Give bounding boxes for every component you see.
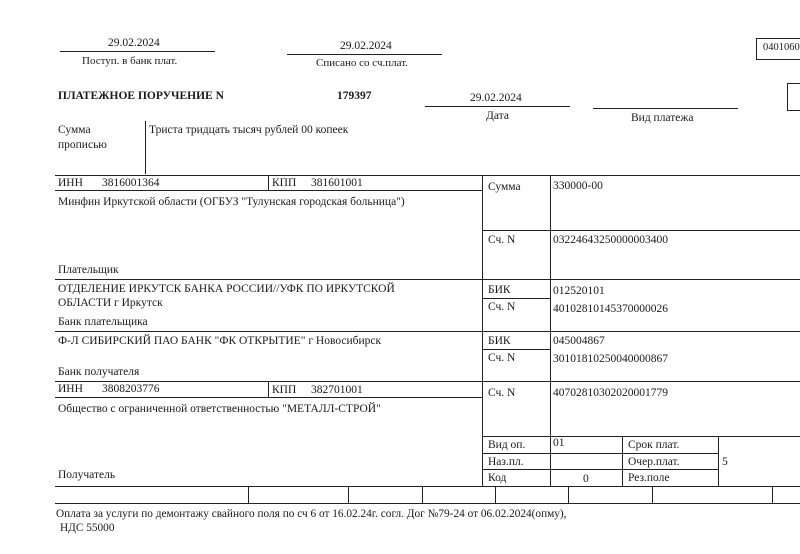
grid-line xyxy=(55,331,800,332)
grid-line xyxy=(55,279,800,280)
payment-type-label: Вид платежа xyxy=(631,112,694,124)
amount-words-label-2: прописью xyxy=(58,139,107,151)
payment-purpose-line-2: НДС 55000 xyxy=(60,522,115,534)
amount-label: Сумма xyxy=(488,181,521,193)
payer-kpp-label: КПП xyxy=(272,177,297,189)
payer-bank-name-2: ОБЛАСТИ г Иркутск xyxy=(58,297,163,309)
grid-line xyxy=(268,381,269,397)
payer-inn: 3816001364 xyxy=(102,177,160,189)
payer-account-label: Сч. N xyxy=(488,234,516,246)
payee-account-label: Сч. N xyxy=(488,387,516,399)
payee-account: 40702810302020001779 xyxy=(553,387,668,399)
payee-kpp: 382701001 xyxy=(311,384,363,396)
amount-words-divider xyxy=(145,121,146,174)
grid-line xyxy=(622,436,623,486)
payer-name: Минфин Иркутской области (ОГБУЗ "Тулунская городская больница") xyxy=(58,196,405,208)
payer-kpp: 381601001 xyxy=(311,177,363,189)
payment-type-box xyxy=(787,83,800,111)
order-label: Очер.плат. xyxy=(628,456,680,468)
payment-type-underline xyxy=(593,108,738,109)
grid-line xyxy=(652,486,653,503)
payee-inn: 3808203776 xyxy=(102,383,160,395)
grid-line xyxy=(482,298,550,299)
grid-line xyxy=(55,486,800,487)
grid-line xyxy=(348,486,349,503)
grid-line xyxy=(422,486,423,503)
grid-line xyxy=(482,436,800,437)
payee-bank-label: Банк получателя xyxy=(58,366,140,378)
payee-bank-bik-label: БИК xyxy=(488,335,511,347)
reserve-label: Рез.поле xyxy=(628,472,670,484)
received-date-underline xyxy=(60,51,215,52)
grid-line xyxy=(55,381,800,382)
payer-bank-bik-label: БИК xyxy=(488,284,511,296)
purpose-code-label: Наз.пл. xyxy=(488,456,524,468)
grid-line xyxy=(55,397,482,398)
debited-date-label: Списано со сч.плат. xyxy=(316,57,408,69)
payer-account: 03224643250000003400 xyxy=(553,234,668,246)
payer-bank-bik: 012520101 xyxy=(553,285,605,297)
payee-label: Получатель xyxy=(58,469,116,481)
grid-line xyxy=(55,503,800,504)
payer-bank-label: Банк плательщика xyxy=(58,316,148,328)
document-date-underline xyxy=(425,106,570,107)
payee-bank-bik: 045004867 xyxy=(553,335,605,347)
grid-line xyxy=(55,175,800,176)
grid-line xyxy=(482,230,800,231)
payer-bank-name-1: ОТДЕЛЕНИЕ ИРКУТСК БАНКА РОССИИ//УФК ПО ИРКУТСКОЙ xyxy=(58,283,395,295)
term-label: Срок плат. xyxy=(628,439,680,451)
grid-line xyxy=(482,453,718,454)
payee-bank-account-label: Сч. N xyxy=(488,352,516,364)
grid-line xyxy=(268,175,269,190)
payer-label: Плательщик xyxy=(58,264,119,276)
payer-bank-account: 40102810145370000026 xyxy=(553,303,668,315)
document-date-label: Дата xyxy=(486,110,509,122)
code-value: 0 xyxy=(583,473,589,485)
received-date: 29.02.2024 xyxy=(108,37,160,49)
grid-line xyxy=(482,175,483,486)
amount-words-label-1: Сумма xyxy=(58,124,91,136)
debited-date: 29.02.2024 xyxy=(340,40,392,52)
document-number: 179397 xyxy=(337,90,372,102)
grid-line xyxy=(772,486,773,503)
document-date: 29.02.2024 xyxy=(470,92,522,104)
order-value: 5 xyxy=(722,456,728,468)
grid-line xyxy=(550,175,551,486)
payer-bank-account-label: Сч. N xyxy=(488,301,516,313)
grid-line xyxy=(495,486,496,503)
grid-line xyxy=(568,486,569,503)
amount-words-value: Триста тридцать тысяч рублей 00 копеек xyxy=(149,124,349,136)
form-code: 0401060 xyxy=(763,42,800,53)
payee-bank-account: 30101810250040000867 xyxy=(553,353,668,365)
received-date-label: Поступ. в банк плат. xyxy=(82,55,178,67)
op-type-label: Вид оп. xyxy=(488,439,526,451)
payee-kpp-label: КПП xyxy=(272,384,297,396)
grid-line xyxy=(248,486,249,503)
form-code-box xyxy=(756,38,800,60)
op-type-value: 01 xyxy=(553,437,565,449)
payer-inn-label: ИНН xyxy=(58,177,83,189)
document-title: ПЛАТЕЖНОЕ ПОРУЧЕНИЕ N xyxy=(58,90,224,102)
payee-bank-name: Ф-Л СИБИРСКИЙ ПАО БАНК "ФК ОТКРЫТИЕ" г Новосибирск xyxy=(58,335,382,347)
payee-inn-label: ИНН xyxy=(58,383,83,395)
grid-line xyxy=(718,436,719,486)
payee-name: Общество с ограниченной ответственностью "МЕТАЛЛ-СТРОЙ" xyxy=(58,403,381,415)
payment-purpose-line-1: Оплата за услуги по демонтажу свайного поля по сч 6 от 16.02.24г. согл. Дог №79-24 от 06.02.2024(опму), xyxy=(56,508,567,520)
debited-date-underline xyxy=(287,54,442,55)
code-label: Код xyxy=(488,472,507,484)
amount-value: 330000-00 xyxy=(553,180,603,192)
grid-line xyxy=(482,349,550,350)
